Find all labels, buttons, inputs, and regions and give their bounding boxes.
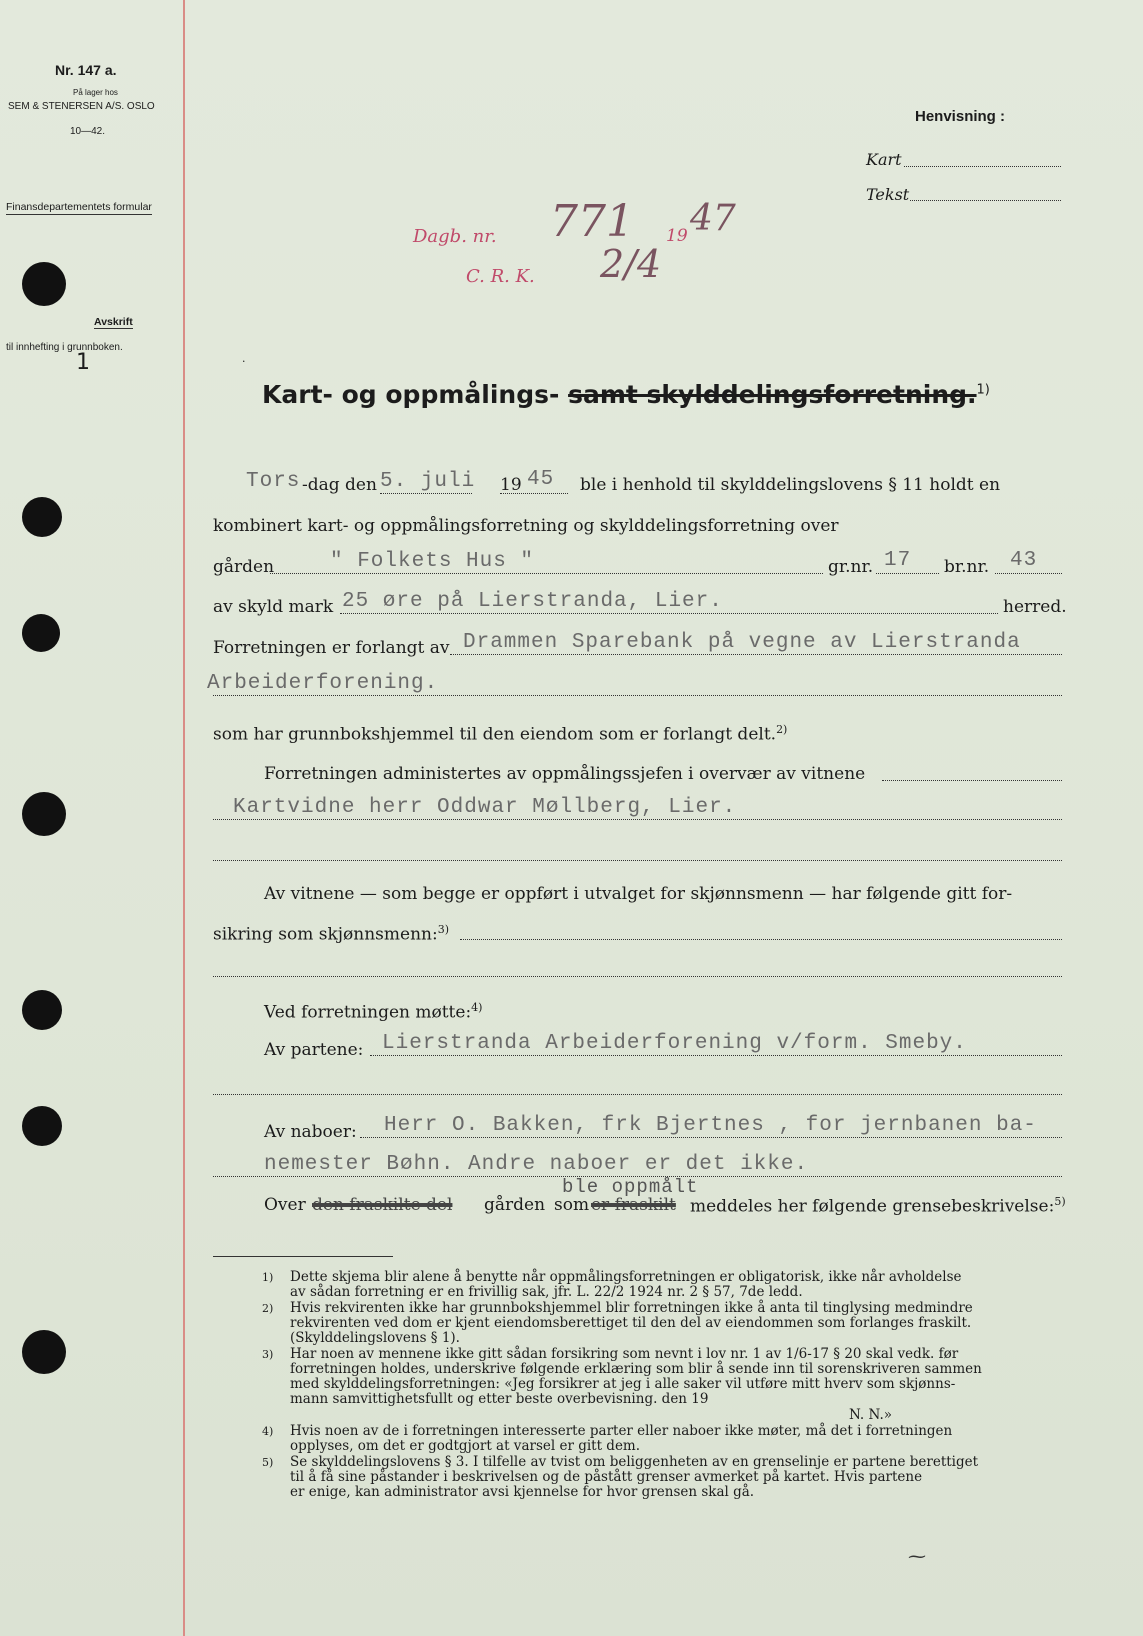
brnr-label: br.nr. xyxy=(944,557,990,577)
footnote-line: Dette skjema blir alene å benytte når oppmålingsforretningen er obligatorisk, ikke når avholdelse xyxy=(290,1269,962,1285)
printer-line1: På lager hos xyxy=(73,88,118,97)
day-suffix: -dag den xyxy=(302,475,377,495)
year-prefix: 19 xyxy=(500,475,522,495)
witness-value: Kartvidne herr Oddwar Møllberg, Lier. xyxy=(233,796,737,819)
brnr-line xyxy=(995,573,1062,574)
admin-text: Forretningen administertes av oppmålingssjefen i overvær av vitnene xyxy=(264,764,866,784)
para1-line2: kombinert kart- og oppmålingsforretning og skylddelingsforretning over xyxy=(213,516,839,536)
footnote-line: Se skylddelingslovens § 3. I tilfelle av tvist om beliggenheten av en grenselinje er partene berettiget xyxy=(290,1454,979,1470)
date-line xyxy=(380,493,472,494)
para3-note: 3) xyxy=(437,923,449,936)
footnote xyxy=(262,1347,1072,1407)
para3-line2 xyxy=(213,923,449,945)
footnote-line: Hvis noen av de i forretningen interesserte parter eller naboer ikke møter, må det i forretningen xyxy=(290,1423,953,1439)
page-title xyxy=(262,380,990,409)
punch-hole xyxy=(22,1330,66,1374)
som-word: som xyxy=(554,1195,590,1215)
skyld-line xyxy=(340,613,998,614)
forlangt-value2: Arbeiderforening. xyxy=(207,672,439,695)
para3-line2-text: sikring som skjønnsmenn: xyxy=(213,924,438,945)
forlangt-label: Forretningen er forlangt av xyxy=(213,638,450,658)
end-mark: ⁓ xyxy=(908,1546,926,1567)
stamp-dagb-prefix: Dagb. nr. xyxy=(413,226,497,247)
para3-line1: Av vitnene — som begge er oppført i utvalget for skjønnsmenn — har følgende gitt for- xyxy=(264,884,1013,904)
inserted-text: ble oppmålt xyxy=(562,1176,699,1198)
garden-line xyxy=(270,573,823,574)
garden-word: gården xyxy=(484,1195,546,1215)
footnote-line: (Skylddelingslovens § 1). xyxy=(290,1330,460,1346)
struck-text-1: den fraskilte del xyxy=(312,1195,453,1215)
footnote xyxy=(262,1408,1072,1423)
reference-kart: Kart xyxy=(866,150,902,169)
printer-line2: SEM & STENERSEN A/S. OSLO xyxy=(8,101,155,112)
footnote-line: av sådan forretning er en frivillig sak, jfr. L. 22/2 1924 nr. 2 § 57, 7de ledd. xyxy=(290,1284,803,1300)
footnote-line: N. N.» xyxy=(848,1407,892,1423)
form-date-code: 10—42. xyxy=(70,126,106,137)
footnote-mark: 5) xyxy=(262,1456,274,1469)
ministry-label: Finansdepartementets formular xyxy=(6,201,152,213)
title-note: 1) xyxy=(976,382,990,398)
year-line xyxy=(500,493,568,494)
punch-hole xyxy=(22,1106,62,1146)
grnr-line xyxy=(876,573,939,574)
para3-line-a xyxy=(460,939,1062,940)
struck-text-2: er fraskilt xyxy=(591,1195,676,1215)
footnote xyxy=(262,1424,1072,1454)
skyld-label: av skyld mark xyxy=(213,597,334,617)
reference-label: Henvisning : xyxy=(915,108,1006,125)
avskrift-label: Avskrift xyxy=(94,316,133,328)
avskrift-sub: til innhefting i grunnboken. xyxy=(6,342,123,353)
footnote-rule xyxy=(213,1256,393,1257)
naboer-value1: Herr O. Bakken, frk Bjertnes , for jernbanen ba- xyxy=(384,1114,1037,1137)
footnote-line: mann samvittighetsfullt og etter beste overbevisning. den 19 xyxy=(290,1391,709,1407)
footnote-line: Har noen av mennene ikke gitt sådan forsikring som nevnt i lov nr. 1 av 1/6-17 § 20 skal vedk. før xyxy=(290,1346,959,1362)
grnr-label: gr.nr. xyxy=(828,557,874,577)
form-number: Nr. 147 a. xyxy=(55,62,117,78)
grnr-value: 17 xyxy=(884,549,912,572)
naboer-value2: nemester Bøhn. Andre naboer er det ikke. xyxy=(264,1153,809,1176)
footnote-line: til å få sine påstander i beskrivelsen og de påstått grenser avmerket på kartet. Hvis partene xyxy=(290,1469,923,1485)
footnote-line: med skylddelingsforretningen: «Jeg forsikrer at jeg i alle saker vil utføre mitt hverv som skjønns- xyxy=(290,1376,956,1392)
footnote-mark: 2) xyxy=(262,1302,274,1315)
footnote-mark: 3) xyxy=(262,1348,274,1361)
skyld-value: 25 øre på Lierstranda, Lier. xyxy=(342,590,723,613)
avskrift-handmark: 1 xyxy=(76,350,90,375)
title-part-a: Kart- og oppmålings- xyxy=(262,380,569,409)
stamp-crk-prefix: C. R. K. xyxy=(466,266,535,287)
footnote-line: forretningen holdes, underskrive følgende erklæring som blir å sende inn til sorenskriveren sammen xyxy=(290,1361,982,1377)
stamp-crk-value: 2/4 xyxy=(600,242,662,286)
footnote xyxy=(262,1270,1072,1300)
forlangt-value1: Drammen Sparebank på vegne av Lierstranda xyxy=(463,631,1021,654)
date-value: 5. juli xyxy=(380,470,476,493)
brnr-value: 43 xyxy=(1010,549,1038,572)
punch-hole xyxy=(22,792,66,836)
footnotes xyxy=(262,1270,1072,1501)
para1-line1-rest: ble i henhold til skylddelingslovens § 11 holdt en xyxy=(580,475,1001,495)
grense-text xyxy=(690,1195,1066,1217)
punch-hole xyxy=(22,614,60,652)
reference-tekst-line xyxy=(910,200,1061,201)
title-part-b: samt skylddelingsforretning. xyxy=(568,380,977,409)
footnote-line: opplyses, om det er godtgjort at varsel er gitt dem. xyxy=(290,1438,641,1454)
motte-label: Ved forretningen møtte: xyxy=(264,1002,472,1023)
garden-label: gården xyxy=(213,557,275,577)
hjemmel-sentence: som har grunnbokshjemmel til den eiendom som er forlangt delt. xyxy=(213,724,777,745)
forlangt-line2 xyxy=(213,695,1062,696)
reference-tekst: Tekst xyxy=(866,185,910,204)
stamp-year: 47 xyxy=(690,198,736,239)
admin-line xyxy=(882,780,1062,781)
footnote-mark: 1) xyxy=(262,1271,274,1284)
partene-line2 xyxy=(213,1094,1062,1095)
herred-label: herred. xyxy=(1003,597,1067,617)
year-value: 45 xyxy=(527,468,555,491)
naboer-line1 xyxy=(360,1137,1062,1138)
forlangt-line1 xyxy=(450,654,1062,655)
punch-hole xyxy=(22,497,62,537)
grense-sentence: meddeles her følgende grensebeskrivelse: xyxy=(690,1196,1055,1217)
partene-value: Lierstranda Arbeiderforening v/form. Smeby. xyxy=(382,1032,967,1055)
motte-text xyxy=(264,1001,482,1023)
punch-hole xyxy=(22,262,66,306)
partene-label: Av partene: xyxy=(264,1040,364,1060)
reference-kart-line xyxy=(904,166,1061,167)
witness-line2 xyxy=(213,860,1062,861)
partene-line xyxy=(370,1055,1062,1056)
over-label: Over xyxy=(264,1195,306,1215)
footnote xyxy=(262,1455,1072,1500)
title-dot: · xyxy=(242,355,246,368)
stamp-year-prefix: 19 xyxy=(666,226,688,246)
footnote xyxy=(262,1301,1072,1346)
punch-hole xyxy=(22,990,62,1030)
naboer-label: Av naboer: xyxy=(264,1122,357,1142)
footnote-line: Hvis rekvirenten ikke har grunnbokshjemmel blir forretningen ikke å anta til tinglysing medmindre xyxy=(290,1300,973,1316)
para3-line-b xyxy=(213,976,1062,977)
hjemmel-note: 2) xyxy=(776,723,788,736)
footnote-mark: 4) xyxy=(262,1425,274,1438)
day-value: Tors xyxy=(246,470,301,493)
footnote-line: er enige, kan administrator avsi kjennelse for hvor grensen skal gå. xyxy=(290,1484,755,1500)
margin-rule xyxy=(183,0,185,1636)
motte-note: 4) xyxy=(471,1001,483,1014)
garden-value: " Folkets Hus " xyxy=(330,550,535,573)
witness-line1 xyxy=(213,819,1062,820)
footnote-line: rekvirenten ved dom er kjent eiendomsberettiget til den del av eiendommen som forlanges fraskilt. xyxy=(290,1315,972,1331)
grense-note: 5) xyxy=(1054,1195,1066,1208)
stamp-dagb-number: 771 xyxy=(550,196,634,247)
hjemmel-text xyxy=(213,723,787,745)
